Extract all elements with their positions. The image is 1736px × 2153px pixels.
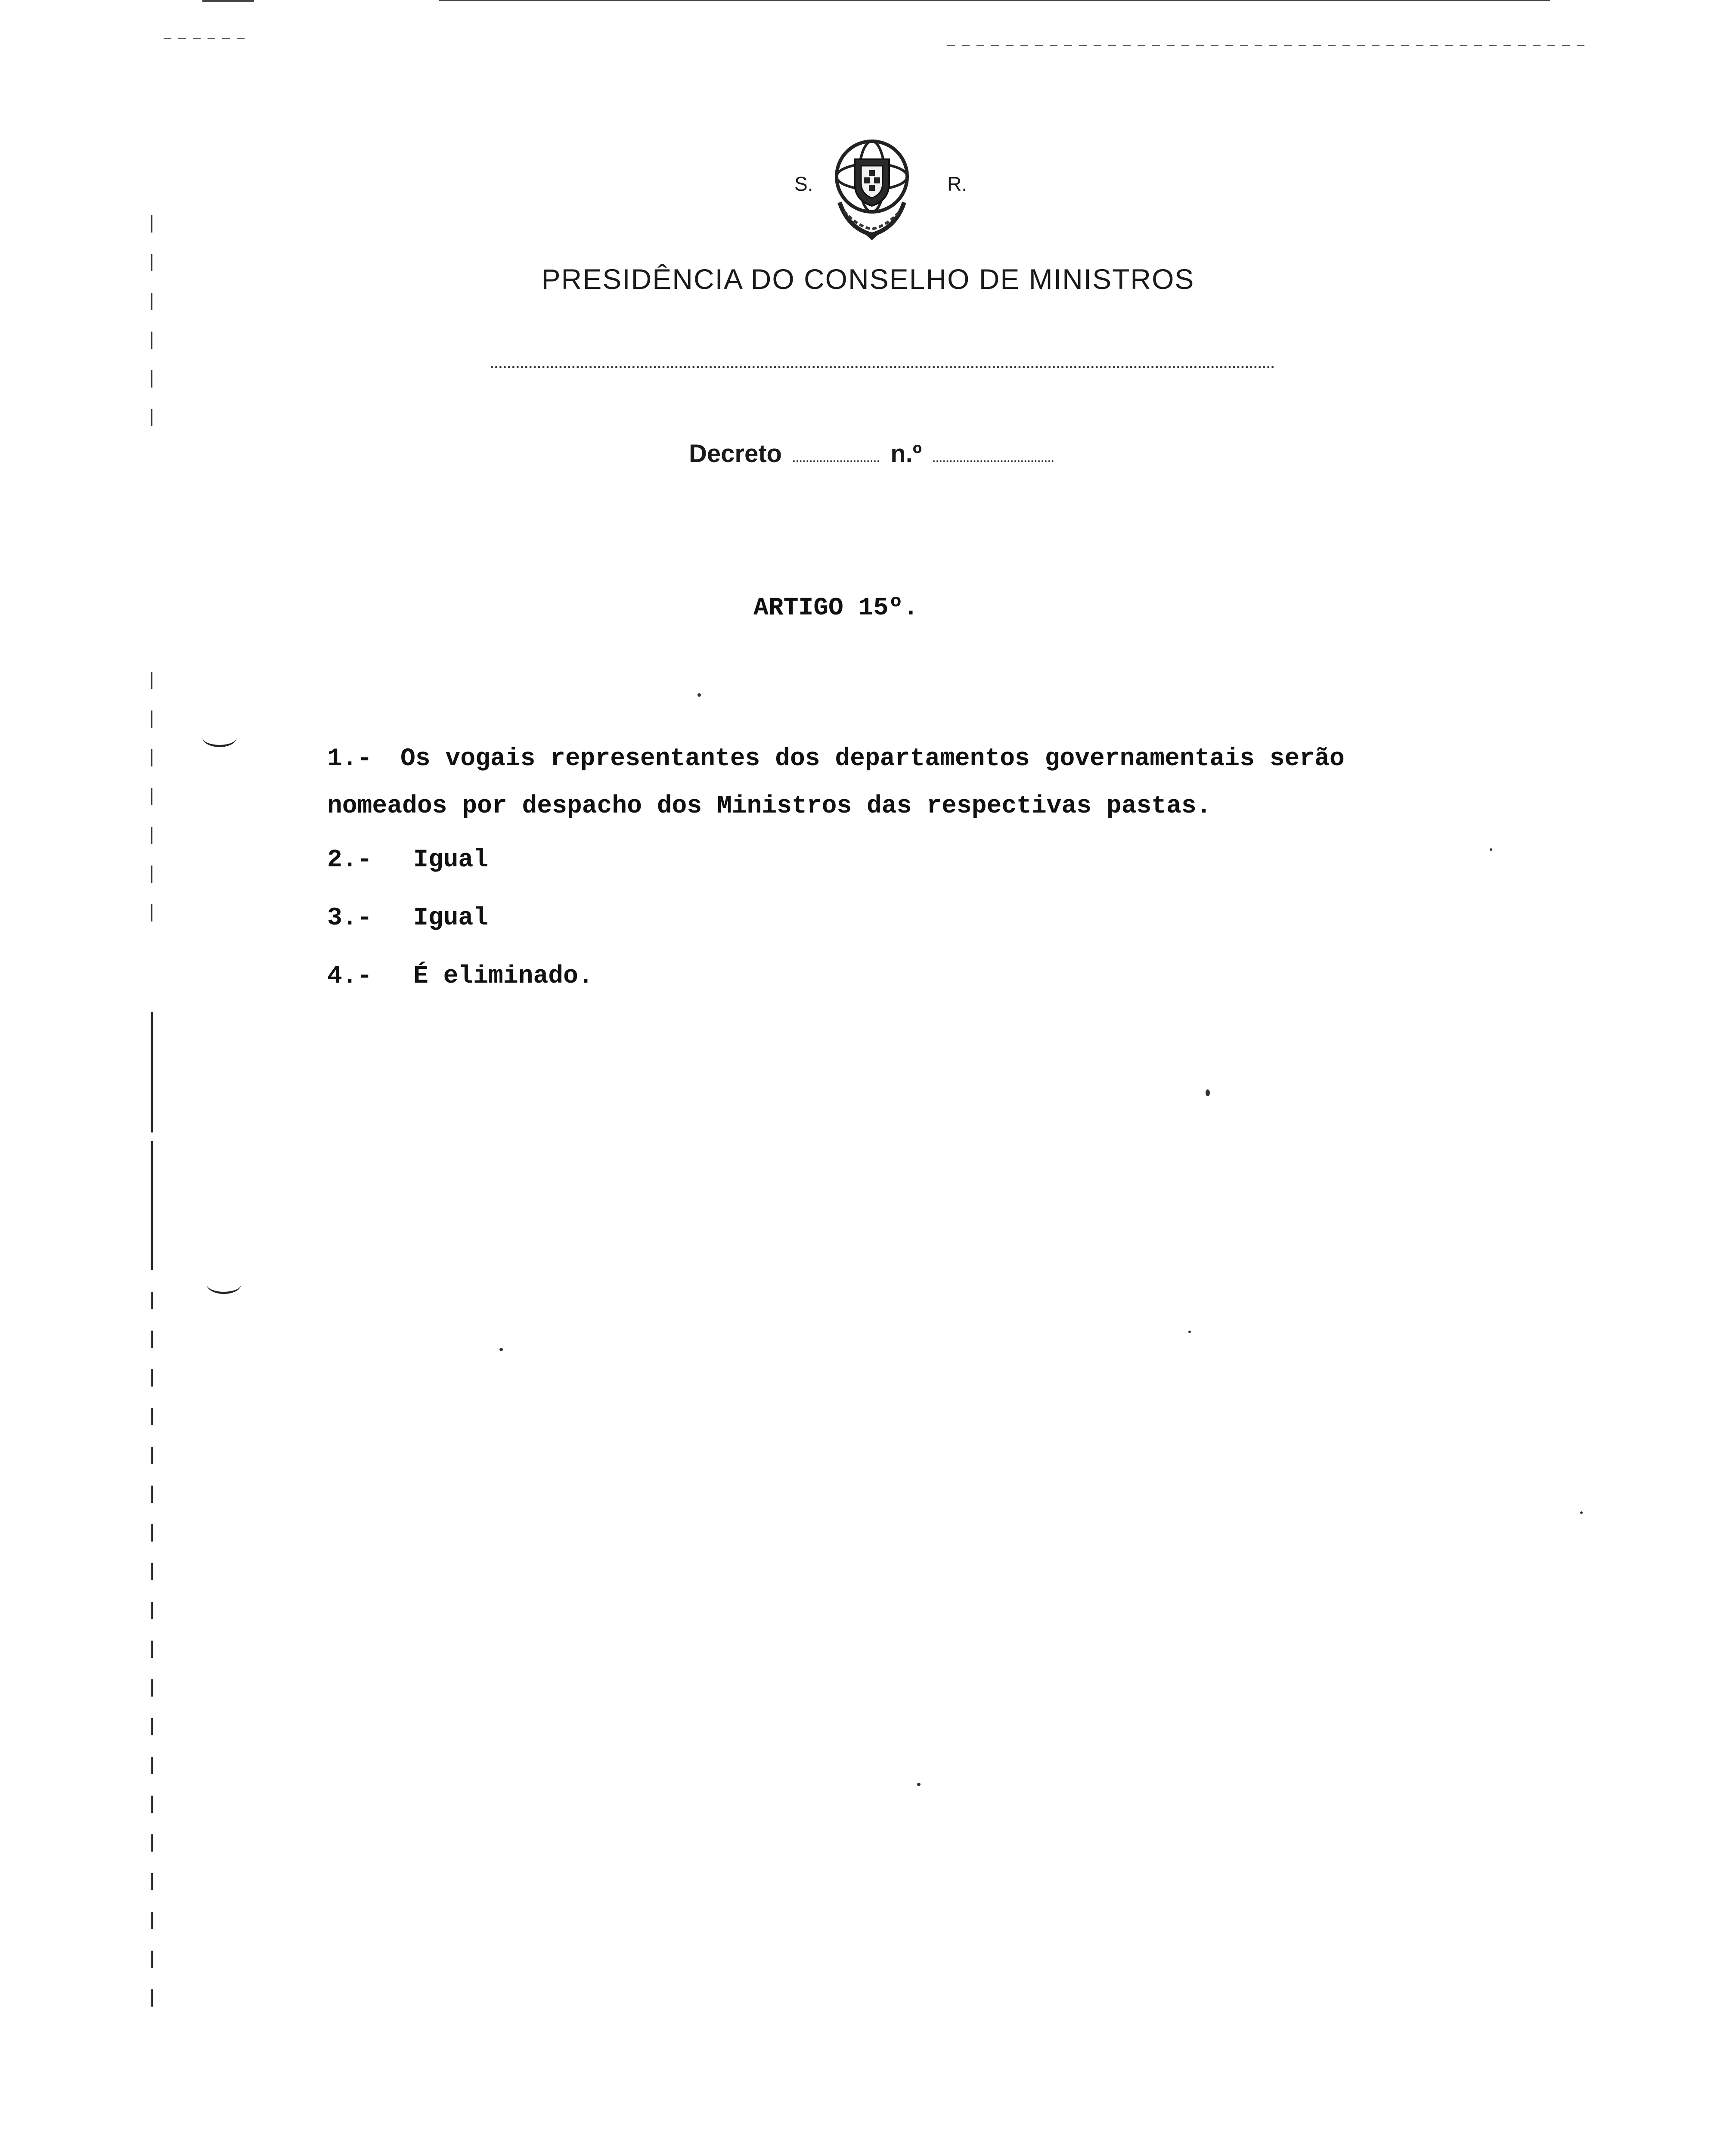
article-item-2 [327, 846, 488, 874]
scan-edge-line [202, 0, 254, 2]
letterhead-r: R. [947, 173, 967, 195]
scan-edge-dash [164, 38, 250, 39]
binding-mark [151, 1012, 153, 1132]
decree-number-blank [933, 456, 1054, 462]
article-item-3 [327, 904, 488, 932]
item-number: 2.- [327, 846, 372, 874]
binding-mark [151, 672, 152, 930]
scan-speck [698, 693, 701, 697]
decree-number-label: n.º [890, 440, 922, 468]
item-number: 1.- [327, 745, 372, 773]
punch-hole-mark [202, 728, 237, 747]
binding-mark [151, 1292, 153, 2024]
scan-edge-dash [947, 45, 1584, 46]
binding-mark [151, 1141, 153, 1270]
scan-speck [1490, 848, 1492, 851]
scan-speck [1206, 1089, 1210, 1096]
article-item-4 [327, 962, 593, 990]
scan-speck [1580, 1511, 1583, 1514]
item-text: Igual [413, 846, 489, 874]
scan-speck [1188, 1331, 1191, 1333]
decree-label: Decreto [689, 440, 782, 468]
coat-of-arms-icon [831, 129, 913, 241]
punch-hole-mark [207, 1275, 241, 1294]
scan-speck [499, 1348, 503, 1351]
decree-type-blank [793, 456, 879, 462]
item-text-line: Os vogais representantes dos departamentos governamentais serão [400, 745, 1345, 773]
scan-edge-line [439, 0, 1550, 1]
item-text: É eliminado. [413, 962, 593, 990]
item-number: 4.- [327, 962, 372, 990]
item-number: 3.- [327, 904, 372, 932]
letterhead-s: S. [794, 173, 813, 195]
item-text: Igual [413, 904, 489, 932]
item-text-line: nomeados por despacho dos Ministros das respectivas pastas. [327, 792, 1212, 820]
office-title: PRESIDÊNCIA DO CONSELHO DE MINISTROS [541, 263, 1195, 295]
dotted-rule [491, 366, 1274, 368]
article-title: ARTIGO 15º. [753, 594, 918, 622]
binding-mark [151, 215, 152, 431]
scan-speck [917, 1783, 921, 1786]
article-item-1 [327, 745, 1345, 773]
decree-line [689, 439, 1058, 468]
letterhead-emblem-row [0, 129, 1736, 241]
article-item-1-continuation [327, 792, 1212, 820]
